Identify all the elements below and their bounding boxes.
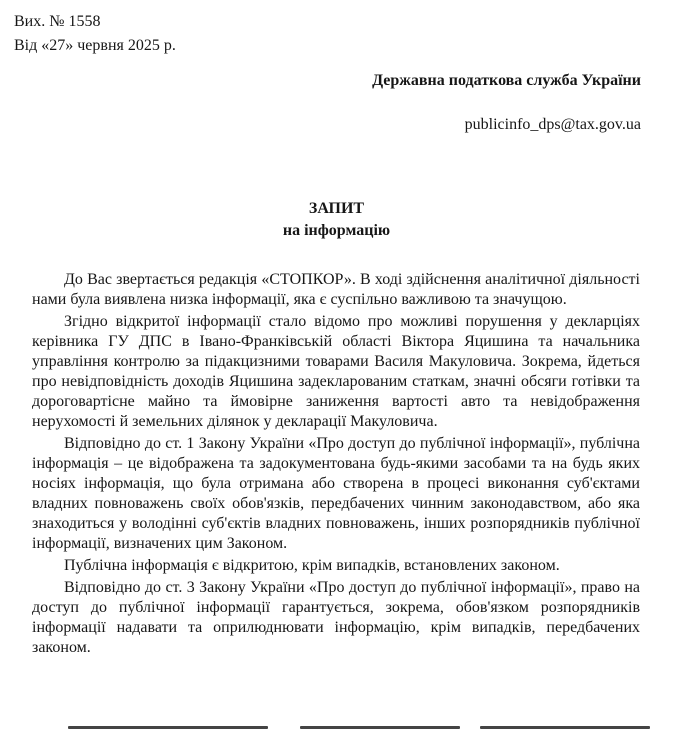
reference-block [14,10,176,58]
paragraph-5: Відповідно до ст. 3 Закону України «Про доступ до публічної інформації», право на доступ до публічної інформації гарантується, зокрема, обов'язком розпорядників інформації надавати та оприлюднювати інформацію, крім випадків, передбачених законом. [32,579,640,656]
truncated-next-line [0,726,673,736]
letter-date: Від «27» червня 2025 р. [14,37,176,54]
document-title [0,198,673,242]
paragraph-4: Публічна інформація є відкритою, крім випадків, встановлених законом. [64,557,560,574]
title-main: ЗАПИТ [308,200,365,217]
paragraph-2: Згідно відкритої інформації стало відомо про можливі порушення у декларціях керівника ГУ ДПС в Івано-Франківській області Віктора Яцишина та начальника управління контролю за підакцизними товарами Василя Макуловича. Зокрема, йдеться про невідповідність доходів Яцишина задекларованим статкам, значні обсяги готівки та дороговартісне майно та ймовірне заниження вартості авто та невідображення нерухомості й земельних ділянок у декларації Макуловича. [32,313,640,430]
letter-body [32,270,640,660]
outgoing-number: Вих. № 1558 [14,13,101,30]
paragraph-1: До Вас звертається редакція «СТОПКОР». В ході здійснення аналітичної діяльності нами була виявлена низка інформації, яка є суспільно важливою та значущою. [32,271,640,308]
paragraph-3: Відповідно до ст. 1 Закону України «Про доступ до публічної інформації», публічна інформація – це відображена та задокументована будь-якими засобами та на будь яких носіях інформація, що була отримана або створена в процесі виконання суб'єктами владних повноважень своїх обов'язків, передбачених чинним законодавством, або яка знаходиться у володінні суб'єктів владних повноважень, інших розпорядників публічної інформації, визначених цим Законом. [32,435,640,552]
recipient-name: Державна податкова служба України [372,72,641,89]
recipient-email: publicinfo_dps@tax.gov.ua [464,116,641,133]
title-sub: на інформацію [282,222,391,239]
